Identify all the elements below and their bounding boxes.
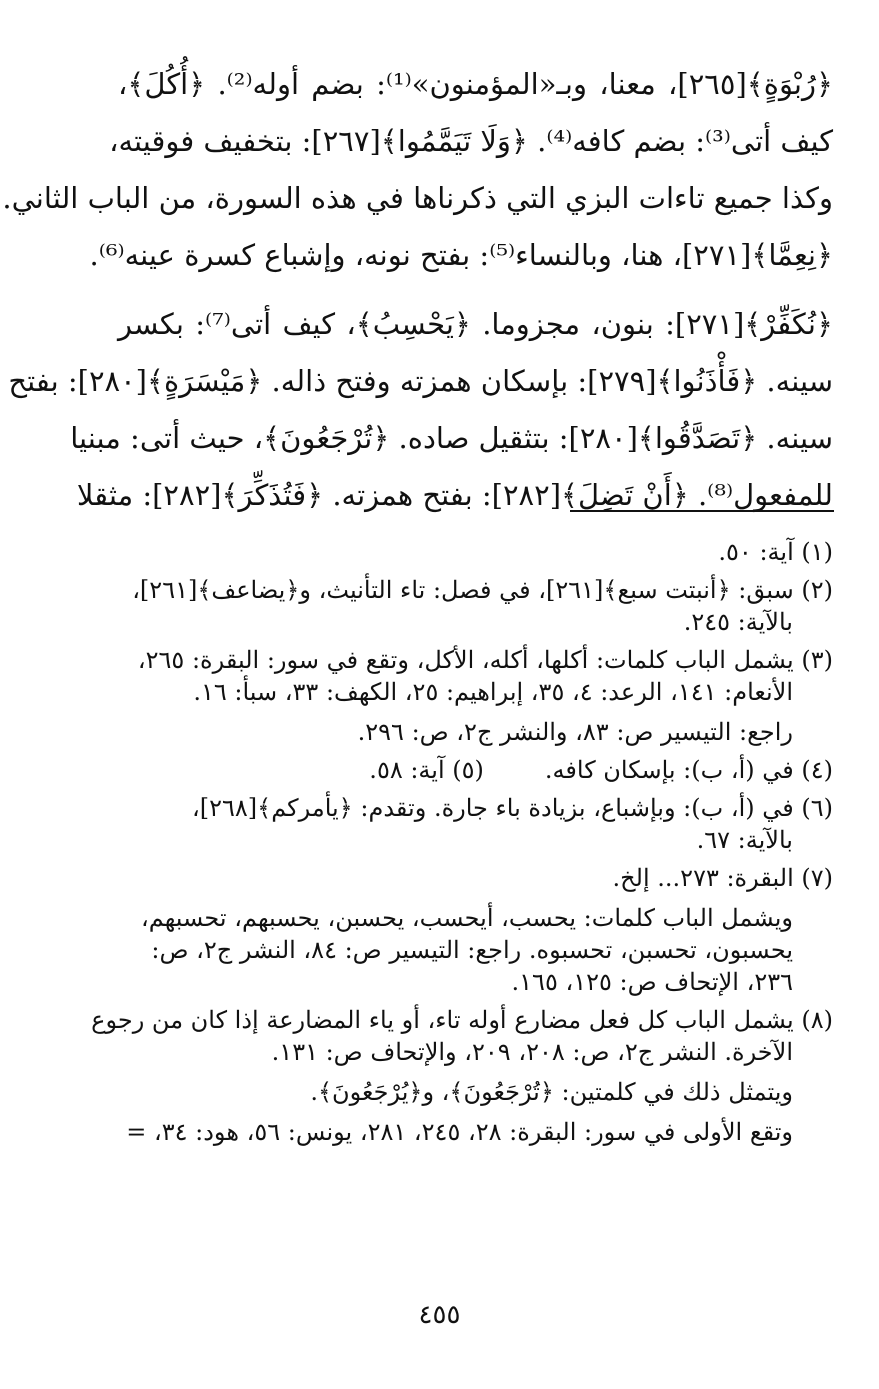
footnote-line: بالآية: ٦٧. xyxy=(696,826,793,854)
footnote-line: (٤) في (أ، ب): بإسكان كافه. (٥) آية: ٥٨. xyxy=(369,756,833,784)
main-line: ﴿نُكَفِّرْ﴾[٢٧١]: بنون، مجزوما. ﴿يَحْسِبُ﴾، كيف أتى⁽⁷⁾: بكسر xyxy=(118,307,833,341)
footnote-2 xyxy=(118,574,833,638)
footnote-line: يحسبون، تحسبن، تحسبوه. راجع: التيسير ص: ٨٤، النشر ج٢، ص: xyxy=(151,936,793,964)
footnote-separator xyxy=(570,510,834,512)
main-text xyxy=(2,56,834,524)
footnote-line: (١) آية: ٥٠. xyxy=(718,538,833,566)
main-line: وكذا جميع تاءات البزي التي ذكرناها في هذه السورة، من الباب الثاني. xyxy=(2,181,833,215)
footnotes xyxy=(91,530,833,1148)
main-line: سينه. ﴿فَأْذَنُوا﴾[٢٧٩]: بإسكان همزته وفتح ذاله. ﴿مَيْسَرَةٍ﴾[٢٨٠]: بفتح xyxy=(8,364,833,398)
footnote-line: (٧) البقرة: ٢٧٣... إلخ. xyxy=(612,864,833,892)
footnote-8 xyxy=(91,1004,833,1148)
footnote-line: راجع: التيسير ص: ٨٣، والنشر ج٢، ص: ٢٩٦. xyxy=(357,718,793,746)
footnote-line: بالآية: ٢٤٥. xyxy=(683,608,793,636)
main-line: سينه. ﴿تَصَدَّقُوا﴾[٢٨٠]: بتثقيل صاده. ﴿تُرْجَعُونَ﴾، حيث أتى: مبنيا xyxy=(70,421,833,455)
footnote-7 xyxy=(118,862,833,998)
main-line: ﴿رُبْوَةٍ﴾[٢٦٥]، معنا، وبـ«المؤمنون»⁽¹⁾: بضم أوله⁽²⁾. ﴿أُكُلَ﴾، xyxy=(118,67,834,101)
footnote-line: وتقع الأولى في سور: البقرة: ٢٨، ٢٤٥، ٢٨١، يونس: ٥٦، هود: ٣٤، = xyxy=(126,1118,793,1146)
main-line: للمفعول⁽⁸⁾. ﴿أَنْ تَضِلَ﴾[٢٨٢]: بفتح همزته. ﴿فَتُذَكِّرَ﴾[٢٨٢]: مثقلا xyxy=(76,478,833,512)
footnote-line: (٣) يشمل الباب كلمات: أكلها، أكله، الأكل، وتقع في سور: البقرة: ٢٦٥، xyxy=(137,646,833,674)
footnote-line: ويشمل الباب كلمات: يحسب، أيحسب، يحسبن، يحسبهم، تحسبهم، xyxy=(140,904,793,932)
footnote-line: (٢) سبق: ﴿أنبتت سبع﴾[٢٦١]، في فصل: تاء التأنيث، و﴿يضاعف﴾[٢٦١]، xyxy=(132,576,833,604)
page-number: ٤٥٥ xyxy=(418,1300,461,1330)
footnote-line: ٢٣٦، الإتحاف ص: ١٢٥، ١٦٥. xyxy=(511,968,793,996)
footnote-line: الأنعام: ١٤١، الرعد: ٤، ٣٥، إبراهيم: ٢٥، الكهف: ٣٣، سبأ: ١٦. xyxy=(193,678,793,706)
footnote-4-5 xyxy=(118,754,833,786)
footnote-line: (٦) في (أ، ب): وبإشباع، بزيادة باء جارة. وتقدم: ﴿يأمركم﴾[٢٦٨]، xyxy=(191,794,833,822)
footnote-3 xyxy=(118,644,833,748)
footnote-line: الآخرة. النشر ج٢، ص: ٢٠٨، ٢٠٩، والإتحاف ص: ١٣١. xyxy=(271,1038,793,1066)
main-line: كيف أتى⁽³⁾: بضم كافه⁽⁴⁾. ﴿وَلَا تَيَمَّمُوا﴾[٢٦٧]: بتخفيف فوقيته، xyxy=(109,124,833,158)
main-line: ﴿نِعِمَّا﴾[٢٧١]، هنا، وبالنساء⁽⁵⁾: بفتح نونه، وإشباع كسرة عينه⁽⁶⁾. xyxy=(89,238,833,272)
footnote-line: (٨) يشمل الباب كل فعل مضارع أوله تاء، أو ياء المضارعة إذا كان من رجوع xyxy=(91,1006,833,1034)
footnote-1 xyxy=(118,536,833,568)
footnote-line: ويتمثل ذلك في كلمتين: ﴿تُرْجَعُونَ﴾، و﴿يُرْجَعُونَ﴾. xyxy=(310,1078,793,1106)
footnote-6 xyxy=(118,792,833,856)
